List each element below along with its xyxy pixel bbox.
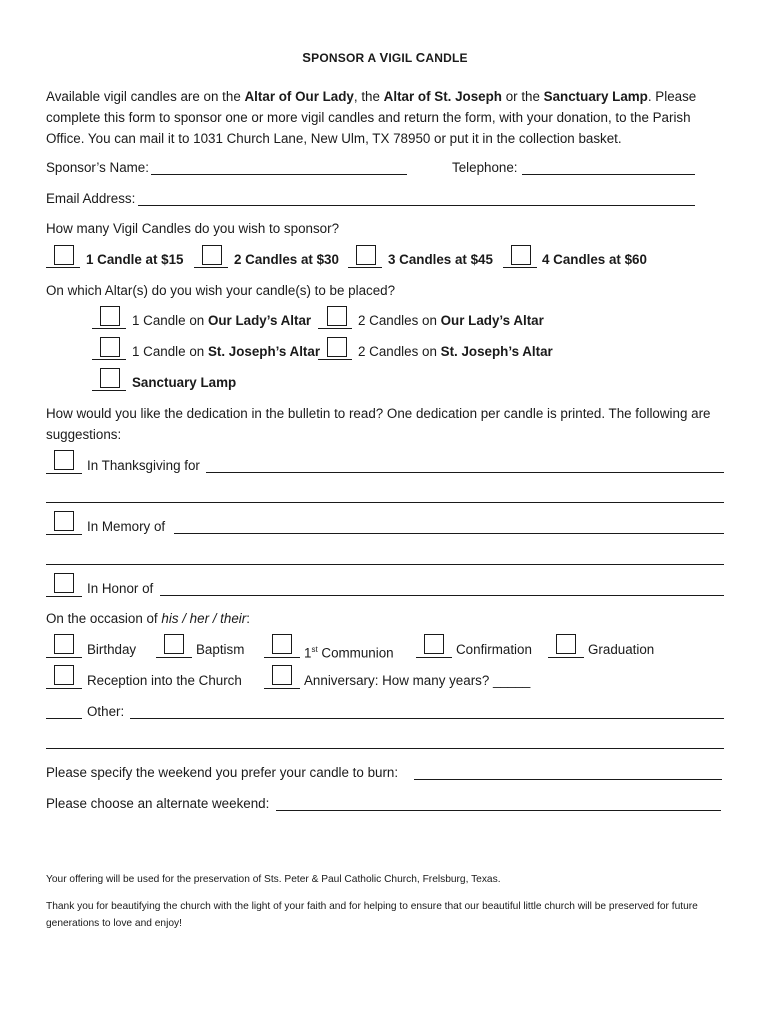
intro-text: or the [501,89,544,104]
option-1-candle: 1 Candle at $15 [86,252,184,267]
anniversary-label: Anniversary: How many years? _____ [304,673,531,688]
telephone-field[interactable] [522,174,695,175]
option-1-candle-st-joseph: 1 Candle on St. Joseph’s Altar [132,344,321,359]
alternate-weekend-label: Please choose an alternate weekend: [46,796,270,811]
blank-line [318,328,352,329]
blank-line [548,657,584,658]
telephone-label: Telephone: [452,160,518,175]
title-part: ANDLE [425,51,468,65]
option-2-candles: 2 Candles at $30 [234,252,339,267]
honor-field[interactable] [160,595,724,596]
checkbox-2-candles-st-joseph[interactable] [327,337,347,357]
memory-label: In Memory of [87,519,166,534]
thanksgiving-label: In Thanksgiving for [87,458,200,473]
checkbox-2-candles[interactable] [202,245,222,265]
option-sanctuary-lamp: Sanctuary Lamp [132,375,237,390]
form-title [0,50,770,65]
checkbox-baptism[interactable] [164,634,184,654]
intro-paragraph [46,86,728,149]
birthday-label: Birthday [87,642,137,657]
title-part: IGIL [388,51,416,65]
sponsor-name-field[interactable] [151,174,407,175]
intro-bold: Altar of St. Joseph [383,89,502,104]
alternate-weekend-field[interactable] [276,810,721,811]
blank-line [46,534,82,535]
intro-text: . Please complete this form to sponsor one or more vigil candles and return the form, with your donation, to the Parish Office. You can mail it to 1031 Church Lane, New Ulm, TX 78950 or put it in the collection basket. [46,89,697,146]
baptism-label: Baptism [196,642,245,657]
email-label: Email Address: [46,191,136,206]
option-3-candles: 3 Candles at $45 [388,252,493,267]
thank-you-note: Thank you for beautifying the church with the light of your faith and for helping to ensure that our beautiful little church will be preserved for future generations to love and enjoy! [46,901,698,929]
checkbox-1-candle[interactable] [54,245,74,265]
title-part: C [415,50,426,65]
title-part: V [379,50,389,65]
offering-note: Your offering will be used for the preservation of Sts. Peter & Paul Catholic Church, Frelsburg, Texas. [46,874,501,885]
thanksgiving-field[interactable] [206,472,724,473]
communion-label: 1st Communion [304,645,394,661]
title-part: PONSOR A [311,51,380,65]
intro-bold: Sanctuary Lamp [543,89,648,104]
checkbox-1-candle-our-lady[interactable] [100,306,120,326]
occasion-label: On the occasion of his / her / their: [46,611,250,626]
blank-line [46,596,82,597]
checkbox-3-candles[interactable] [356,245,376,265]
blank-line [46,267,80,268]
blank-line [92,328,126,329]
option-4-candles: 4 Candles at $60 [542,252,647,267]
blank-line [264,657,300,658]
other-label: Other: [87,704,125,719]
title-part: S [302,50,312,65]
email-field[interactable] [138,205,695,206]
blank-line [92,359,126,360]
blank-line [156,657,192,658]
checkbox-in-memory[interactable] [54,511,74,531]
blank-line [194,267,228,268]
blank-line [46,657,82,658]
sponsor-name-label: Sponsor’s Name: [46,160,149,175]
reception-label: Reception into the Church [87,673,242,688]
checkbox-graduation[interactable] [556,634,576,654]
checkbox-confirmation[interactable] [424,634,444,654]
checkbox-thanksgiving[interactable] [54,450,74,470]
preferred-weekend-field[interactable] [414,779,722,780]
honor-label: In Honor of [87,581,154,596]
checkbox-4-candles[interactable] [511,245,531,265]
blank-line [46,473,82,474]
intro-text: Available vigil candles are on the [46,89,245,104]
memory-field[interactable] [174,533,724,534]
preferred-weekend-label: Please specify the weekend you prefer your candle to burn: [46,765,399,780]
blank-line [46,688,82,689]
checkbox-1-candle-st-joseph[interactable] [100,337,120,357]
checkbox-first-communion[interactable] [272,634,292,654]
other-field[interactable] [130,718,724,719]
option-1-candle-our-lady: 1 Candle on Our Lady’s Altar [132,313,312,328]
checkbox-sanctuary-lamp[interactable] [100,368,120,388]
blank-line [264,688,300,689]
graduation-label: Graduation [588,642,655,657]
checkbox-reception[interactable] [54,665,74,685]
memory-field-line2[interactable] [46,564,724,565]
checkbox-in-honor[interactable] [54,573,74,593]
intro-bold: Altar of Our Lady [244,89,354,104]
option-2-candles-our-lady: 2 Candles on Our Lady’s Altar [358,313,544,328]
blank-line [348,267,382,268]
dedication-question: How would you like the dedication in the bulletin to read? One dedication per candle is printed. The following are suggestions: [46,406,711,442]
confirmation-label: Confirmation [456,642,532,657]
blank-line [416,657,452,658]
checkbox-anniversary[interactable] [272,665,292,685]
other-checkbox-line[interactable] [46,718,82,719]
checkbox-birthday[interactable] [54,634,74,654]
intro-text: , the [353,89,384,104]
option-2-candles-st-joseph: 2 Candles on St. Joseph’s Altar [358,344,553,359]
quantity-question: How many Vigil Candles do you wish to sponsor? [46,221,340,236]
thanksgiving-field-line2[interactable] [46,502,724,503]
checkbox-2-candles-our-lady[interactable] [327,306,347,326]
other-field-line2[interactable] [46,748,724,749]
blank-line [503,267,537,268]
blank-line [92,390,126,391]
altar-question: On which Altar(s) do you wish your candle(s) to be placed? [46,283,396,298]
blank-line [318,359,352,360]
